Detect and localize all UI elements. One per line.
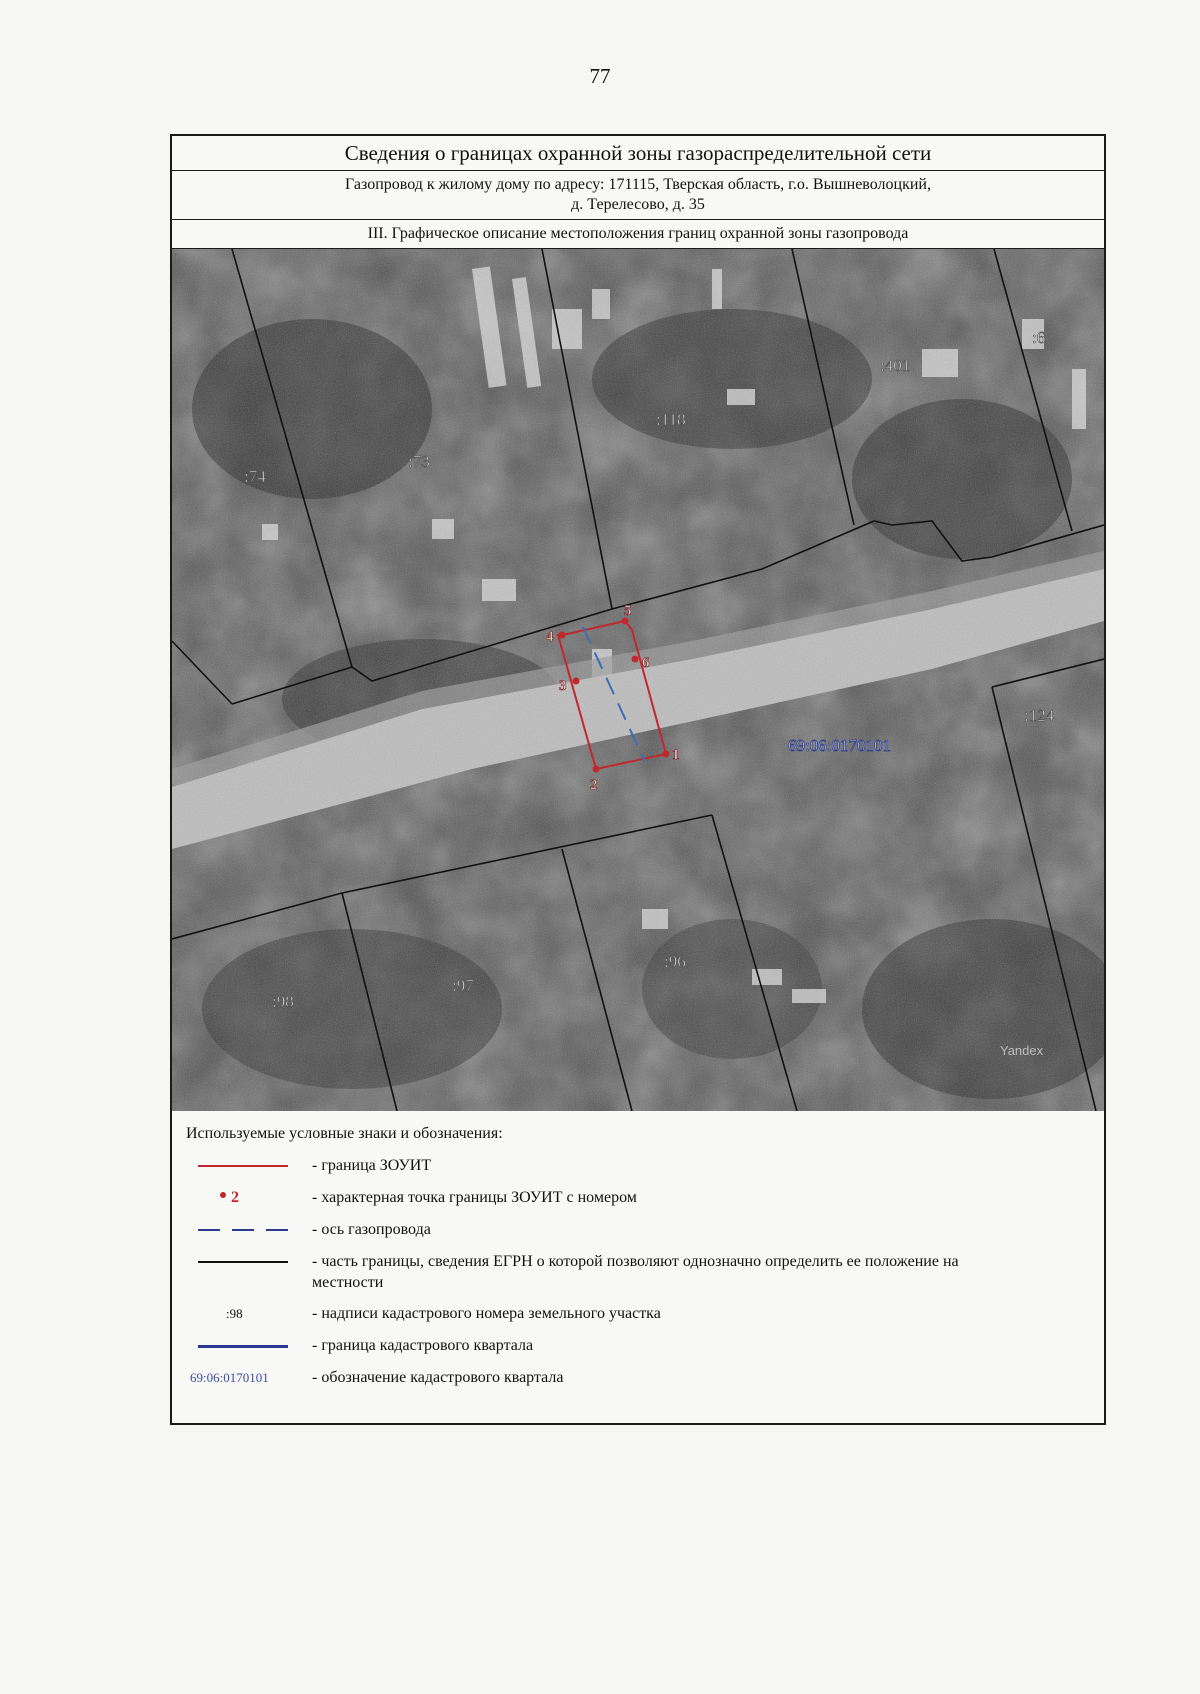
zone-point-4 — [559, 632, 566, 639]
legend-text: - часть границы, сведения ЕГРН о которой позволяют однозначно определить ее положение на местности — [312, 1253, 959, 1291]
map-canvas — [172, 249, 1104, 1111]
zone-point-label-6: 6 — [642, 655, 650, 671]
parcel-label-74: :74 — [244, 467, 266, 486]
map-attribution: Yandex — [1000, 1043, 1044, 1058]
zone-point-label-3: 3 — [559, 678, 567, 694]
satellite-map — [172, 249, 1104, 1111]
red-point-icon-label: 2 — [231, 1189, 239, 1206]
legend — [172, 1111, 1104, 1389]
zone-point-3 — [573, 678, 580, 685]
section-heading: III. Графическое описание местоположения границ охранной зоны газопровода — [172, 220, 1104, 249]
zone-point-label-2: 2 — [590, 777, 598, 793]
parcel-label-124: :124 — [1024, 706, 1055, 725]
legend-text: - граница кадастрового квартала — [312, 1337, 534, 1354]
quarter-text-icon: 69:06:0170101 — [190, 1370, 269, 1385]
legend-title: Используемые условные знаки и обозначения: — [186, 1125, 503, 1142]
legend-item-gas-axis — [186, 1219, 1104, 1241]
legend-text: - ось газопровода — [312, 1221, 431, 1238]
zone-point-label-4: 4 — [546, 629, 554, 645]
parcel-label-73: :73 — [408, 452, 430, 471]
boundary-info-frame — [170, 134, 1106, 1425]
cadastral-quarter-label: 69:06:0170101 — [788, 736, 891, 755]
parcel-label-98: :98 — [272, 992, 294, 1011]
document-title: Сведения о границах охранной зоны газораспределительной сети — [172, 136, 1104, 171]
legend-text: - обозначение кадастрового квартала — [312, 1369, 564, 1386]
zone-point-label-1: 1 — [672, 747, 680, 763]
parcel-label-97: :97 — [452, 976, 474, 995]
parcel-label-96: :96 — [664, 952, 686, 971]
legend-item-quarter-boundary — [186, 1335, 1104, 1357]
legend-item-zone-boundary — [186, 1155, 1104, 1177]
zone-point-label-5: 5 — [624, 603, 632, 619]
parcel-label-401: :401 — [880, 356, 911, 375]
address-line-2: д. Терелесово, д. 35 — [571, 196, 705, 213]
zone-point-2 — [593, 766, 600, 773]
red-line-icon — [198, 1165, 288, 1167]
legend-item-egrn-boundary — [186, 1251, 1104, 1293]
blue-dashed-line-icon — [198, 1229, 288, 1231]
zone-point-6 — [632, 656, 639, 663]
legend-text: - характерная точка границы ЗОУИТ с номером — [312, 1189, 637, 1206]
parcel-label-118: :118 — [656, 410, 686, 429]
red-point-icon — [220, 1189, 239, 1207]
black-line-icon — [198, 1261, 288, 1263]
cadastral-text-icon: :98 — [226, 1306, 243, 1321]
page-number: 77 — [589, 64, 611, 88]
parcel-label-6: :6 — [1032, 328, 1046, 347]
address-line-1: Газопровод к жилому дому по адресу: 171115, Тверская область, г.о. Вышневолоцкий, — [345, 176, 931, 193]
legend-item-quarter-label — [186, 1367, 1104, 1389]
blue-line-icon — [198, 1345, 288, 1348]
legend-text: - надписи кадастрового номера земельного участка — [312, 1305, 661, 1322]
legend-item-cadastral-number — [186, 1303, 1104, 1325]
zone-point-1 — [663, 751, 670, 758]
legend-item-zone-point — [186, 1187, 1104, 1209]
object-address — [172, 171, 1104, 220]
legend-text: - граница ЗОУИТ — [312, 1157, 432, 1174]
